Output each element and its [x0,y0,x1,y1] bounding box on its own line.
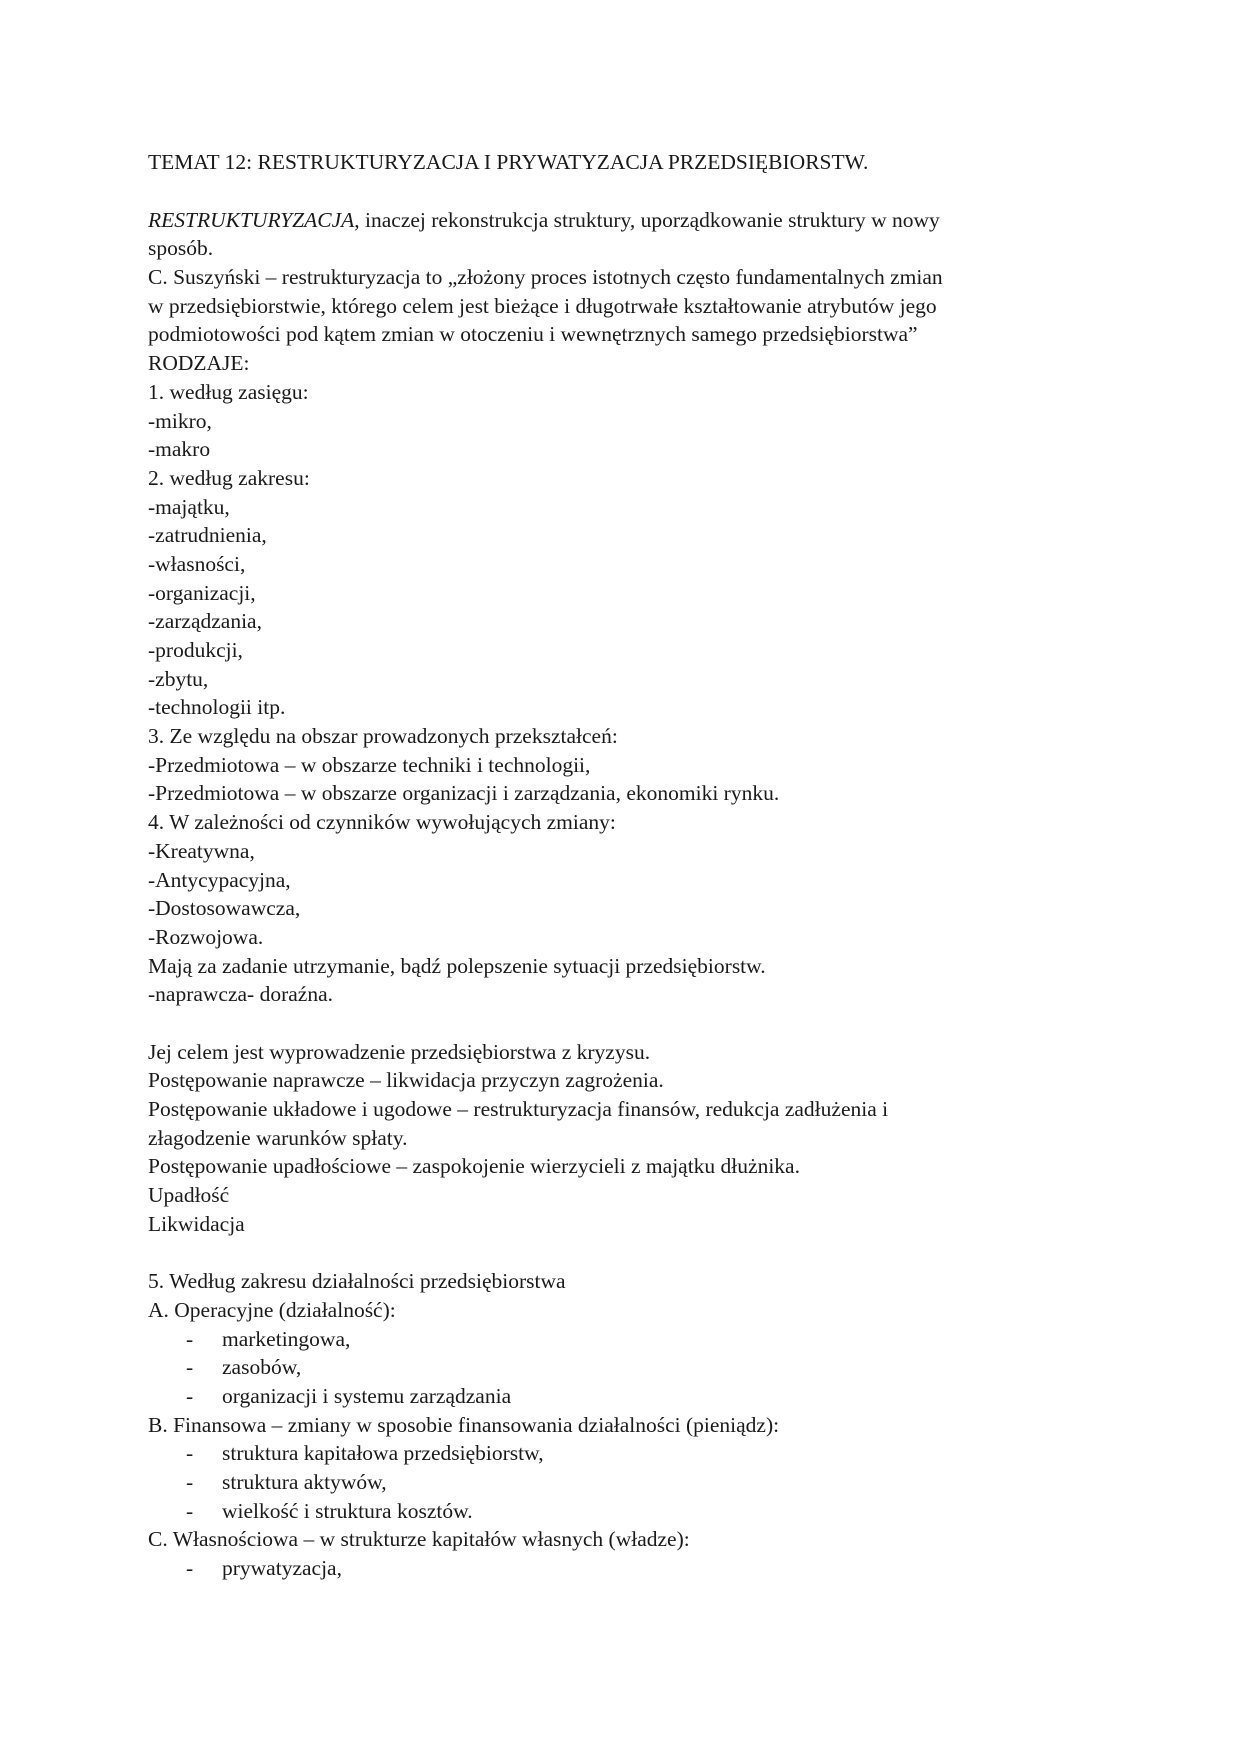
paragraph-line: Postępowanie upadłościowe – zaspokojenie wierzycieli z majątku dłużnika. [148,1154,800,1179]
list-item: -produkcji, [148,638,243,662]
definition-text: , inaczej rekonstrukcja struktury, uporządkowanie struktury w nowy [354,207,940,232]
list-item: 4. W zależności od czynników wywołujących zmiany: [148,810,616,835]
bullet-text: zasobów, [222,1355,302,1380]
quote-line: w przedsiębiorstwie, którego celem jest bieżące i długotrwałe kształtowanie atrybutów jego [148,293,937,318]
bullet-text: prywatyzacja, [222,1556,342,1580]
bullet-text: organizacji i systemu zarządzania [222,1383,512,1408]
list-item: 1. według zasięgu: [148,379,309,404]
bullet-text: marketingowa, [222,1326,351,1351]
definition-line-2: sposób. [148,236,214,261]
bullet-text: struktura kapitałowa przedsiębiorstw, [222,1441,544,1466]
paragraph-line: Postępowanie układowe i ugodowe – restrukturyzacja finansów, redukcja zadłużenia i [148,1097,889,1121]
list-item: -majątku, [148,494,230,519]
subsection-a-heading: A. Operacyjne (działalność): [148,1297,396,1322]
bullet-item [148,1439,1108,1468]
paragraph-line: złagodzenie warunków spłaty. [148,1125,408,1150]
section-5-heading: 5. Według zakresu działalności przedsiębiorstwa [148,1269,566,1294]
list-item: -makro [148,437,211,462]
subsection-b-heading: B. Finansowa – zmiany w sposobie finansowania działalności (pieniądz): [148,1412,780,1437]
list-item: -Przedmiotowa – w obszarze techniki i technologii, [148,752,591,777]
list-item: -zbytu, [148,666,209,691]
paragraph-line: Upadłość [148,1183,230,1208]
list-item: Mają za zadanie utrzymanie, bądź polepszenie sytuacji przedsiębiorstw. [148,953,766,978]
list-item: -Dostosowawcza, [148,896,301,921]
paragraph-line: Jej celem jest wyprowadzenie przedsiębiorstwa z kryzysu. [148,1039,651,1064]
dash-bullet: - [186,1441,194,1466]
blank-line [148,1238,1108,1267]
dash-bullet: - [186,1326,194,1351]
list-item: -Antycypacyjna, [148,867,291,892]
bullet-item [148,1497,1108,1526]
list-item: -Kreatywna, [148,838,255,863]
blank-line [148,1009,1108,1038]
bullet-item [148,1554,1108,1583]
bullet-item [148,1382,1108,1411]
document-body [148,148,1108,1583]
definition-term: RESTRUKTURYZACJA [148,207,355,232]
bullet-text: struktura aktywów, [222,1469,387,1494]
list-item: -własności, [148,551,246,576]
dash-bullet: - [186,1498,194,1523]
list-item: -organizacji, [148,580,256,605]
bullet-text: wielkość i struktura kosztów. [222,1498,473,1523]
list-item: -mikro, [148,408,212,433]
list-item: -zarządzania, [148,609,262,634]
document-title: TEMAT 12: RESTRUKTURYZACJA I PRYWATYZACJA PRZEDSIĘBIORSTW. [148,150,869,174]
paragraph-line: Postępowanie naprawcze – likwidacja przyczyn zagrożenia. [148,1068,664,1093]
subsection-c-heading: C. Własnościowa – w strukturze kapitałów własnych (władze): [148,1527,690,1552]
types-heading: RODZAJE: [148,351,250,376]
list-item: -zatrudnienia, [148,523,267,548]
quote-line: podmiotowości pod kątem zmian w otoczeniu i wewnętrznych samego przedsiębiorstwa” [148,322,918,347]
definition-line-1 [148,206,1108,235]
bullet-item [148,1468,1108,1497]
paragraph-line: Likwidacja [148,1211,245,1236]
quote-line: C. Suszyński – restrukturyzacja to „złożony proces istotnych często fundamentalnych zmian [148,265,943,290]
list-item: -technologii itp. [148,695,286,720]
list-item: -Przedmiotowa – w obszarze organizacji i zarządzania, ekonomiki rynku. [148,781,780,806]
list-item: 3. Ze względu na obszar prowadzonych przekształceń: [148,724,618,749]
bullet-item [148,1325,1108,1354]
list-item: -Rozwojowa. [148,924,264,949]
dash-bullet: - [186,1556,194,1580]
list-item: 2. według zakresu: [148,465,310,490]
bullet-item [148,1353,1108,1382]
dash-bullet: - [186,1355,194,1380]
dash-bullet: - [186,1469,194,1494]
dash-bullet: - [186,1383,194,1408]
list-item: -naprawcza- doraźna. [148,982,334,1007]
